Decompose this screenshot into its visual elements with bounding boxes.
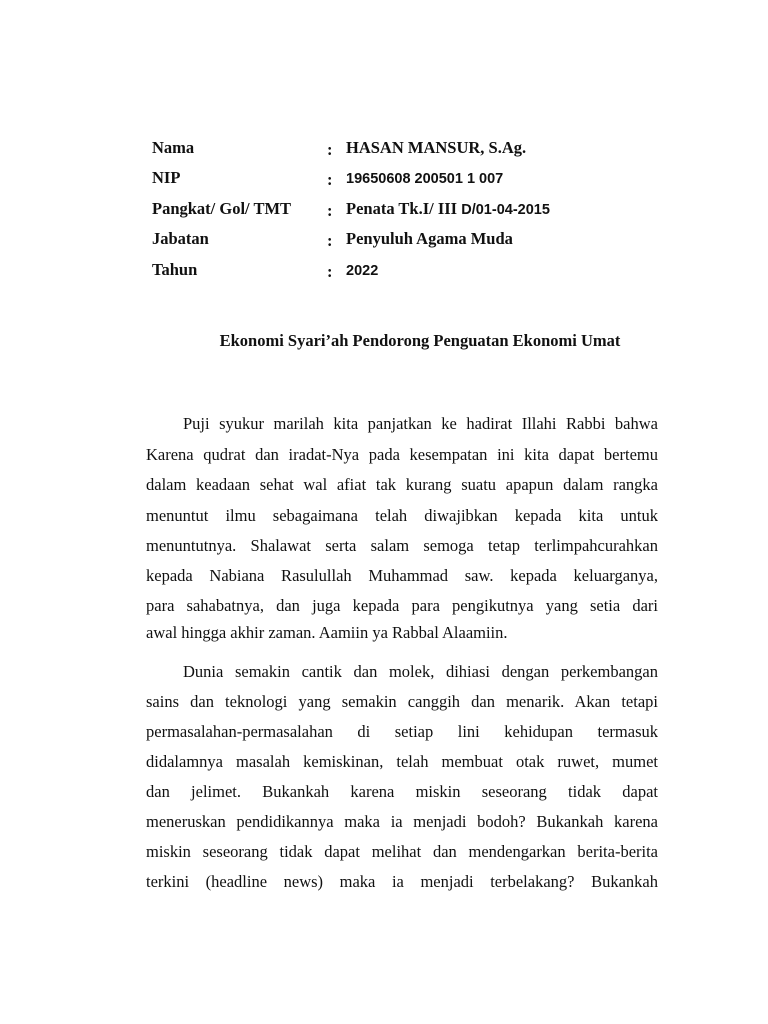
identity-value-group [346, 199, 550, 219]
identity-value: Penata Tk.I/ III [346, 199, 458, 218]
identity-row-pangkat [152, 199, 672, 227]
identity-label: NIP [152, 168, 181, 187]
paragraph-line: kepada Nabiana Rasulullah Muhammad saw. kepada keluarganya, [146, 566, 658, 585]
paragraph-line: didalamnya masalah kemiskinan, telah membuat otak ruwet, mumet [146, 752, 658, 771]
paragraph-line: miskin seseorang tidak dapat melihat dan mendengarkan berita-berita [146, 842, 658, 861]
identity-row-nama [152, 138, 672, 166]
paragraph-line: Karena qudrat dan iradat-Nya pada kesempatan ini kita dapat bertemu [146, 445, 658, 464]
document-title: Ekonomi Syari’ah Pendorong Penguatan Ekonomi Umat [219, 331, 621, 350]
paragraph-line: para sahabatnya, dan juga kepada para pengikutnya yang setia dari [146, 596, 658, 615]
paragraph-line: permasalahan-permasalahan di setiap lini kehidupan termasuk [146, 722, 658, 741]
identity-colon: : [327, 231, 333, 250]
paragraph-line: sains dan teknologi yang semakin canggih dan menarik. Akan tetapi [146, 692, 658, 711]
identity-value: 2022 [346, 263, 379, 279]
paragraph-line: awal hingga akhir zaman. Aamiin ya Rabbal Alaamiin. [146, 623, 508, 642]
identity-row-jabatan [152, 229, 672, 257]
paragraph-line: menuntut ilmu sebagaimana telah diwajibkan kepada kita untuk [146, 506, 658, 525]
paragraph-line: dan jelimet. Bukankah karena miskin seseorang tidak dapat [146, 782, 658, 801]
identity-colon: : [327, 170, 333, 189]
paragraph-line: meneruskan pendidikannya maka ia menjadi bodoh? Bukankah karena [146, 812, 658, 831]
identity-row-tahun [152, 260, 672, 288]
identity-label: Pangkat/ Gol/ TMT [152, 199, 292, 218]
identity-row-nip [152, 168, 672, 196]
identity-value-suffix: D/01-04-2015 [461, 202, 550, 218]
identity-value: Penyuluh Agama Muda [346, 229, 513, 248]
identity-colon: : [327, 140, 333, 159]
paragraph-line: Dunia semakin cantik dan molek, dihiasi dengan perkembangan [183, 662, 658, 681]
identity-colon: : [327, 262, 333, 281]
paragraph-line: dalam keadaan sehat wal afiat tak kurang suatu apapun dalam rangka [146, 475, 658, 494]
identity-label: Tahun [152, 260, 198, 279]
paragraph-line: terkini (headline news) maka ia menjadi terbelakang? Bukankah [146, 872, 658, 891]
identity-value: 19650608 200501 1 007 [346, 171, 504, 187]
paragraph-line: menuntutnya. Shalawat serta salam semoga tetap terlimpahcurahkan [146, 536, 658, 555]
identity-value: HASAN MANSUR, S.Ag. [346, 138, 527, 157]
identity-colon: : [327, 201, 333, 220]
identity-label: Nama [152, 138, 195, 157]
identity-label: Jabatan [152, 229, 209, 248]
paragraph-line: Puji syukur marilah kita panjatkan ke hadirat Illahi Rabbi bahwa [183, 414, 658, 433]
